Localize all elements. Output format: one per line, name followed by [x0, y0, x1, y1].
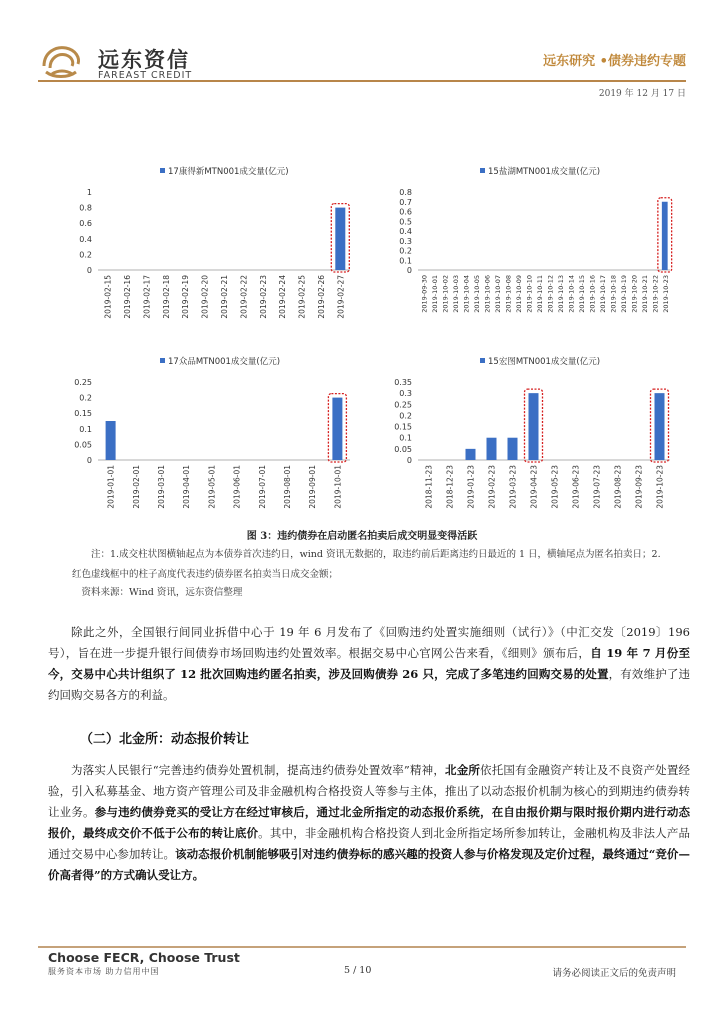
x-tick-label: 2019-09-01 — [308, 465, 318, 509]
x-tick-label: 2019-10-18 — [609, 275, 618, 313]
footer-disclaimer: 请务必阅读正文后的免责声明 — [552, 968, 676, 979]
y-tick-label: 0.1 — [79, 424, 92, 434]
x-tick-label: 2019-07-23 — [592, 465, 602, 509]
y-tick-label: 0.2 — [399, 411, 412, 421]
y-tick-label: 0.35 — [394, 378, 412, 387]
figure-source: 资料来源：Wind 资讯，远东资信整理 — [81, 587, 243, 598]
x-tick-label: 2019-04-23 — [529, 465, 539, 509]
fareast-logo — [38, 40, 86, 84]
y-tick-label: 0.7 — [399, 197, 412, 207]
y-tick-label: 0.5 — [399, 217, 412, 227]
y-tick-label: 0.2 — [79, 393, 92, 403]
footer-slogan: Choose FECR, Choose Trust — [48, 950, 240, 965]
figure-caption: 图 3：违约债券在启动匿名拍卖后成交明显变得活跃 — [246, 531, 478, 542]
x-tick-label: 2019-02-19 — [181, 275, 191, 319]
x-tick-label: 2019-10-10 — [525, 275, 534, 313]
x-tick-label: 2019-10-14 — [567, 275, 576, 313]
legend-label: 15宏图MTN001成交量(亿元) — [488, 357, 601, 367]
legend-swatch — [480, 168, 485, 173]
y-tick-label: 0 — [406, 456, 412, 465]
y-tick-label: 0.8 — [399, 188, 412, 197]
x-tick-label: 2019-10-23 — [655, 465, 665, 509]
x-tick-label: 2019-10-20 — [630, 275, 639, 313]
para2-text-e: 。其中，非金融机构合格投资人到北金所指定场所参加转让，金融机构及非法人产品通过交易中心参加转让。 — [48, 826, 691, 861]
x-tick-label: 2019-09-23 — [634, 465, 644, 509]
x-tick-label: 2019-02-23 — [258, 275, 268, 319]
report-date: 2019 年 12 月 17 日 — [598, 89, 686, 99]
x-tick-label: 2019-10-03 — [451, 275, 460, 313]
para2-emphasis-2: 该动态报价机制能够吸引对违约债券标的感兴趣的投资人参与价格发现及定价过程，最终通过“竞价—价高者得”的方式确认受让方。 — [48, 847, 690, 882]
x-tick-label: 2019-08-23 — [613, 465, 623, 509]
chart-svg — [40, 160, 360, 335]
y-tick-label: 0.15 — [74, 409, 92, 419]
x-tick-label: 2019-10-21 — [640, 275, 649, 313]
x-tick-label: 2019-02-01 — [131, 465, 141, 509]
x-tick-label: 2019-02-15 — [103, 275, 113, 319]
x-tick-label: 2019-02-21 — [220, 275, 229, 319]
page-number: 5 / 10 — [344, 965, 372, 976]
bar — [335, 208, 345, 270]
x-tick-label: 2019-02-16 — [123, 275, 133, 319]
y-tick-label: 0 — [86, 266, 92, 275]
x-tick-label: 2018-12-23 — [445, 465, 455, 509]
para2-text-a: 为落实人民银行“完善违约债券处置机制，提高违约债券处置效率”精神， — [71, 763, 446, 777]
bar — [466, 449, 476, 460]
y-tick-label: 0.6 — [399, 207, 412, 217]
x-tick-label: 2019-02-17 — [142, 275, 152, 319]
x-tick-label: 2019-10-02 — [441, 275, 450, 313]
x-tick-label: 2019-06-23 — [571, 465, 581, 509]
para2-text-c: 依托国有金融资产转让及不良资产处置经验，引入私募基金、地方资产管理公司及非金融机构合格投资人等参与主体，推出了以动态报价机制为核心的到期违约债券转让业务。 — [48, 763, 691, 819]
x-tick-label: 2019-06-01 — [232, 465, 242, 509]
legend-swatch — [480, 358, 485, 363]
chart-svg — [360, 350, 680, 525]
y-tick-label: 0.6 — [79, 219, 92, 229]
bar — [529, 393, 539, 460]
brand-name-en: FAREAST CREDIT — [98, 70, 193, 81]
figure-note: 注：1.成交柱状图横轴起点为本债券首次违约日，wind 资讯无数据的，取违约前后距离违约日最近的 1 日，横轴尾点为匿名拍卖日；2.红色虚线框中的柱子高度代表违约债券匿名拍卖当日成交金额； — [72, 549, 661, 580]
x-tick-label: 2019-03-23 — [508, 465, 518, 509]
x-tick-label: 2019-10-23 — [661, 275, 670, 313]
section-title: （二）北金所：动态报价转让 — [80, 732, 250, 747]
y-tick-label: 0.1 — [399, 256, 412, 266]
y-tick-label: 0.05 — [74, 440, 92, 450]
bar — [655, 393, 665, 460]
x-tick-label: 2019-05-23 — [550, 465, 560, 509]
header-divider — [38, 80, 686, 82]
x-tick-label: 2019-07-01 — [257, 465, 267, 509]
x-tick-label: 2019-10-16 — [588, 275, 597, 313]
x-tick-label: 2019-10-07 — [493, 275, 502, 313]
x-tick-label: 2019-02-22 — [239, 275, 249, 319]
x-tick-label: 2019-10-09 — [514, 275, 523, 313]
paragraph-cfae — [48, 760, 690, 886]
x-tick-label: 2019-10-01 — [430, 275, 439, 313]
report-series-title: 远东研究 •债券违约专题 — [543, 54, 686, 69]
x-tick-label: 2019-02-27 — [336, 275, 346, 319]
x-tick-label: 2019-10-13 — [556, 275, 565, 313]
paragraph-cfets — [48, 622, 690, 706]
x-tick-label: 2019-04-01 — [182, 465, 192, 509]
x-tick-label: 2019-10-06 — [483, 275, 492, 313]
x-tick-label: 2019-10-05 — [472, 275, 481, 313]
chart-hongtu — [360, 350, 680, 525]
y-tick-label: 1 — [86, 188, 92, 197]
bar — [487, 438, 497, 460]
x-tick-label: 2019-10-08 — [504, 275, 513, 313]
x-tick-label: 2019-01-23 — [466, 465, 476, 509]
chart-svg — [40, 350, 360, 525]
y-tick-label: 0.1 — [399, 433, 412, 443]
y-tick-label: 0.25 — [394, 400, 412, 410]
x-tick-label: 2019-02-20 — [200, 275, 210, 319]
bar — [106, 421, 116, 460]
x-tick-label: 2019-02-23 — [487, 465, 497, 509]
x-tick-label: 2019-10-19 — [619, 275, 628, 313]
para1-emphasis: 自 19 年 7 月份至今，交易中心共计组织了 12 批次回购违约匿名拍卖，涉及回购债券 26 只，完成了多笔违约回购交易的处置 — [48, 646, 690, 681]
legend — [160, 356, 280, 367]
para2-emphasis-1: 参与违约债券竞买的受让方在经过审核后，通过北金所指定的动态报价系统，在自由报价期与限时报价期内进行动态报价，最终成交价不低于公布的转让底价 — [48, 805, 691, 840]
x-tick-label: 2019-01-01 — [106, 465, 116, 509]
x-tick-label: 2019-02-24 — [278, 275, 288, 319]
chart-svg — [360, 160, 680, 335]
x-tick-label: 2019-02-26 — [316, 275, 326, 319]
x-tick-label: 2019-09-30 — [420, 275, 429, 313]
x-tick-label: 2018-11-23 — [424, 465, 434, 509]
footer-divider — [38, 946, 686, 948]
x-tick-label: 2019-08-01 — [283, 465, 292, 509]
x-tick-label: 2019-03-01 — [157, 465, 166, 509]
footer-subslogan: 服务资本市场 助力信用中国 — [48, 967, 160, 976]
x-tick-label: 2019-10-11 — [535, 275, 544, 313]
x-tick-label: 2019-02-25 — [297, 275, 307, 319]
chart-yanhu — [360, 160, 680, 335]
y-tick-label: 0.4 — [399, 227, 412, 236]
x-tick-label: 2019-05-01 — [207, 465, 217, 509]
legend-label: 17康得新MTN001成交量(亿元) — [168, 167, 289, 177]
legend-label: 15盐湖MTN001成交量(亿元) — [488, 167, 601, 177]
chart-zhongpin — [40, 350, 360, 525]
chart-kangdexin — [40, 160, 360, 335]
bar — [662, 202, 668, 270]
y-tick-label: 0.8 — [79, 203, 92, 213]
y-tick-label: 0.2 — [399, 246, 412, 256]
para1-text-c: ，有效维护了违约回购交易各方的利益。 — [48, 667, 690, 702]
para2-cfae: 北金所 — [445, 763, 481, 777]
y-tick-label: 0.3 — [399, 389, 412, 399]
x-tick-label: 2019-10-17 — [598, 275, 607, 313]
y-tick-label: 0.25 — [74, 378, 92, 387]
brand-name-cn: 远东资信 — [98, 48, 190, 72]
y-tick-label: 0.05 — [394, 444, 412, 454]
y-tick-label: 0.2 — [79, 250, 92, 260]
legend-swatch — [160, 358, 165, 363]
legend-label: 17众品MTN001成交量(亿元) — [168, 357, 281, 367]
x-tick-label: 2019-10-01 — [333, 465, 343, 509]
x-tick-label: 2019-10-12 — [546, 275, 555, 313]
bar — [508, 438, 518, 460]
x-tick-label: 2019-10-15 — [577, 275, 586, 313]
legend-swatch — [160, 168, 165, 173]
y-tick-label: 0.3 — [399, 236, 412, 246]
x-tick-label: 2019-10-22 — [651, 275, 660, 313]
legend — [480, 356, 600, 367]
x-tick-label: 2019-02-18 — [161, 275, 171, 319]
x-tick-label: 2019-10-04 — [462, 275, 471, 313]
para1-text-a: 除此之外，全国银行间同业拆借中心于 19 年 6 月发布了《回购违约处置实施细则（试行）》（中汇交发〔2019〕196 号），旨在进一步提升银行间债券市场回购违约处置效率。根据交易中心官网公告来看，《细则》颁布后， — [48, 625, 690, 660]
legend — [480, 166, 600, 177]
y-tick-label: 0 — [406, 266, 412, 275]
y-tick-label: 0.15 — [394, 422, 412, 432]
bar — [332, 398, 342, 460]
y-tick-label: 0.4 — [79, 234, 92, 244]
legend — [160, 166, 289, 177]
y-tick-label: 0 — [86, 456, 92, 465]
